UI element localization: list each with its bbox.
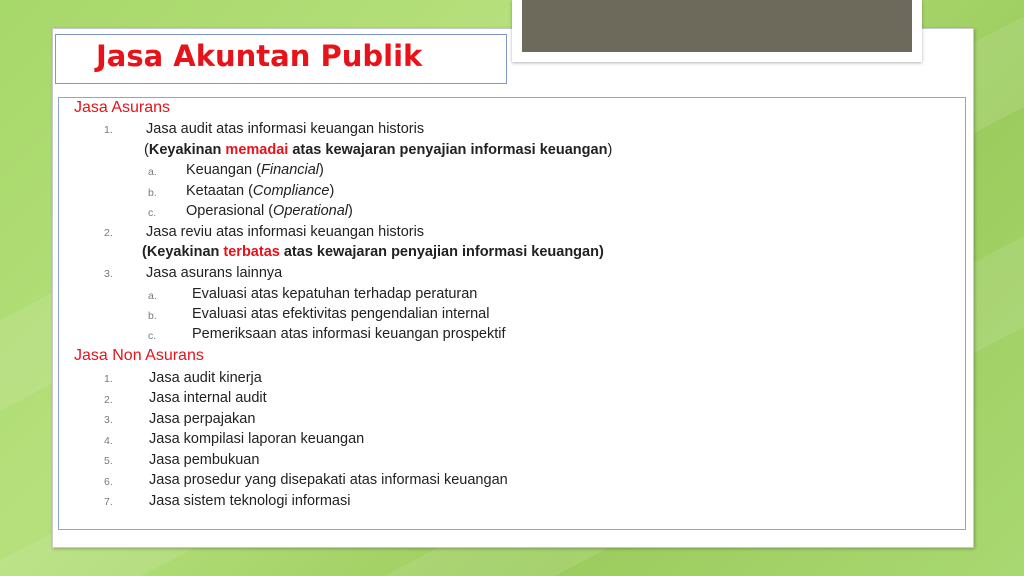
list-number: 1. xyxy=(104,124,113,136)
sub-item-text: ) xyxy=(329,183,335,199)
assurance-note-terbatas xyxy=(142,244,604,260)
sub-list-item: Evaluasi atas efektivitas pengendalian internal xyxy=(192,306,490,322)
list-number: 5. xyxy=(104,455,113,467)
sub-item-text: Operasional ( xyxy=(186,203,274,219)
sub-item-italic: Operational xyxy=(273,203,349,219)
list-item: Jasa kompilasi laporan keuangan xyxy=(149,431,365,447)
sub-item-italic: Financial xyxy=(260,162,320,178)
note-bold-part: Keyakinan xyxy=(148,142,226,158)
sub-list-item xyxy=(186,183,334,199)
photo-placeholder xyxy=(522,0,912,52)
paren-close: ) xyxy=(607,142,613,158)
title-box xyxy=(55,34,507,84)
sub-list-letter: a. xyxy=(148,290,157,302)
photo-frame xyxy=(512,0,922,62)
sub-item-italic: Compliance xyxy=(252,183,330,199)
sub-item-text: Ketaatan ( xyxy=(186,183,253,199)
note-bold-part: (Keyakinan xyxy=(142,244,224,260)
sub-item-text: ) xyxy=(348,203,353,219)
sub-list-item xyxy=(186,162,324,178)
paren-open: ( xyxy=(144,142,149,158)
list-item: Jasa sistem teknologi informasi xyxy=(149,493,351,509)
list-number: 2. xyxy=(104,227,113,239)
sub-list-letter: b. xyxy=(148,187,157,199)
section-heading-non-assurance: Jasa Non Asurans xyxy=(74,347,204,364)
sub-list-item: Pemeriksaan atas informasi keuangan prospektif xyxy=(192,326,506,342)
list-number: 1. xyxy=(104,373,113,385)
note-highlight: memadai xyxy=(225,142,289,158)
list-number: 3. xyxy=(104,414,113,426)
list-item: Jasa perpajakan xyxy=(149,411,256,427)
sub-list-letter: c. xyxy=(148,207,157,219)
list-item: Jasa internal audit xyxy=(149,390,267,406)
note-bold-part: atas kewajaran penyajian informasi keuangan) xyxy=(279,244,604,260)
sub-list-item xyxy=(186,203,353,219)
list-item: Jasa pembukuan xyxy=(149,452,260,468)
sub-item-text: ) xyxy=(319,162,324,178)
note-highlight: terbatas xyxy=(223,244,280,260)
list-number: 2. xyxy=(104,394,113,406)
list-number: 4. xyxy=(104,435,113,447)
note-bold-part: atas kewajaran penyajian informasi keuangan xyxy=(288,142,608,158)
sub-list-letter: b. xyxy=(148,310,157,322)
list-item: Jasa reviu atas informasi keuangan historis xyxy=(146,224,425,240)
list-number: 3. xyxy=(104,268,113,280)
list-item: Jasa asurans lainnya xyxy=(146,265,283,281)
sub-list-letter: a. xyxy=(148,166,157,178)
list-item: Jasa audit kinerja xyxy=(149,370,262,386)
list-number: 7. xyxy=(104,496,113,508)
assurance-note-memadai xyxy=(144,142,612,158)
list-number: 6. xyxy=(104,476,113,488)
sub-item-text: Keuangan ( xyxy=(186,162,261,178)
section-heading-assurance: Jasa Asurans xyxy=(74,99,171,116)
page-title: Jasa Akuntan Publik xyxy=(96,39,423,73)
sub-list-item: Evaluasi atas kepatuhan terhadap peraturan xyxy=(192,286,478,302)
sub-list-letter: c. xyxy=(148,330,157,342)
list-item: Jasa audit atas informasi keuangan historis xyxy=(146,121,425,137)
list-item: Jasa prosedur yang disepakati atas informasi keuangan xyxy=(149,472,508,488)
